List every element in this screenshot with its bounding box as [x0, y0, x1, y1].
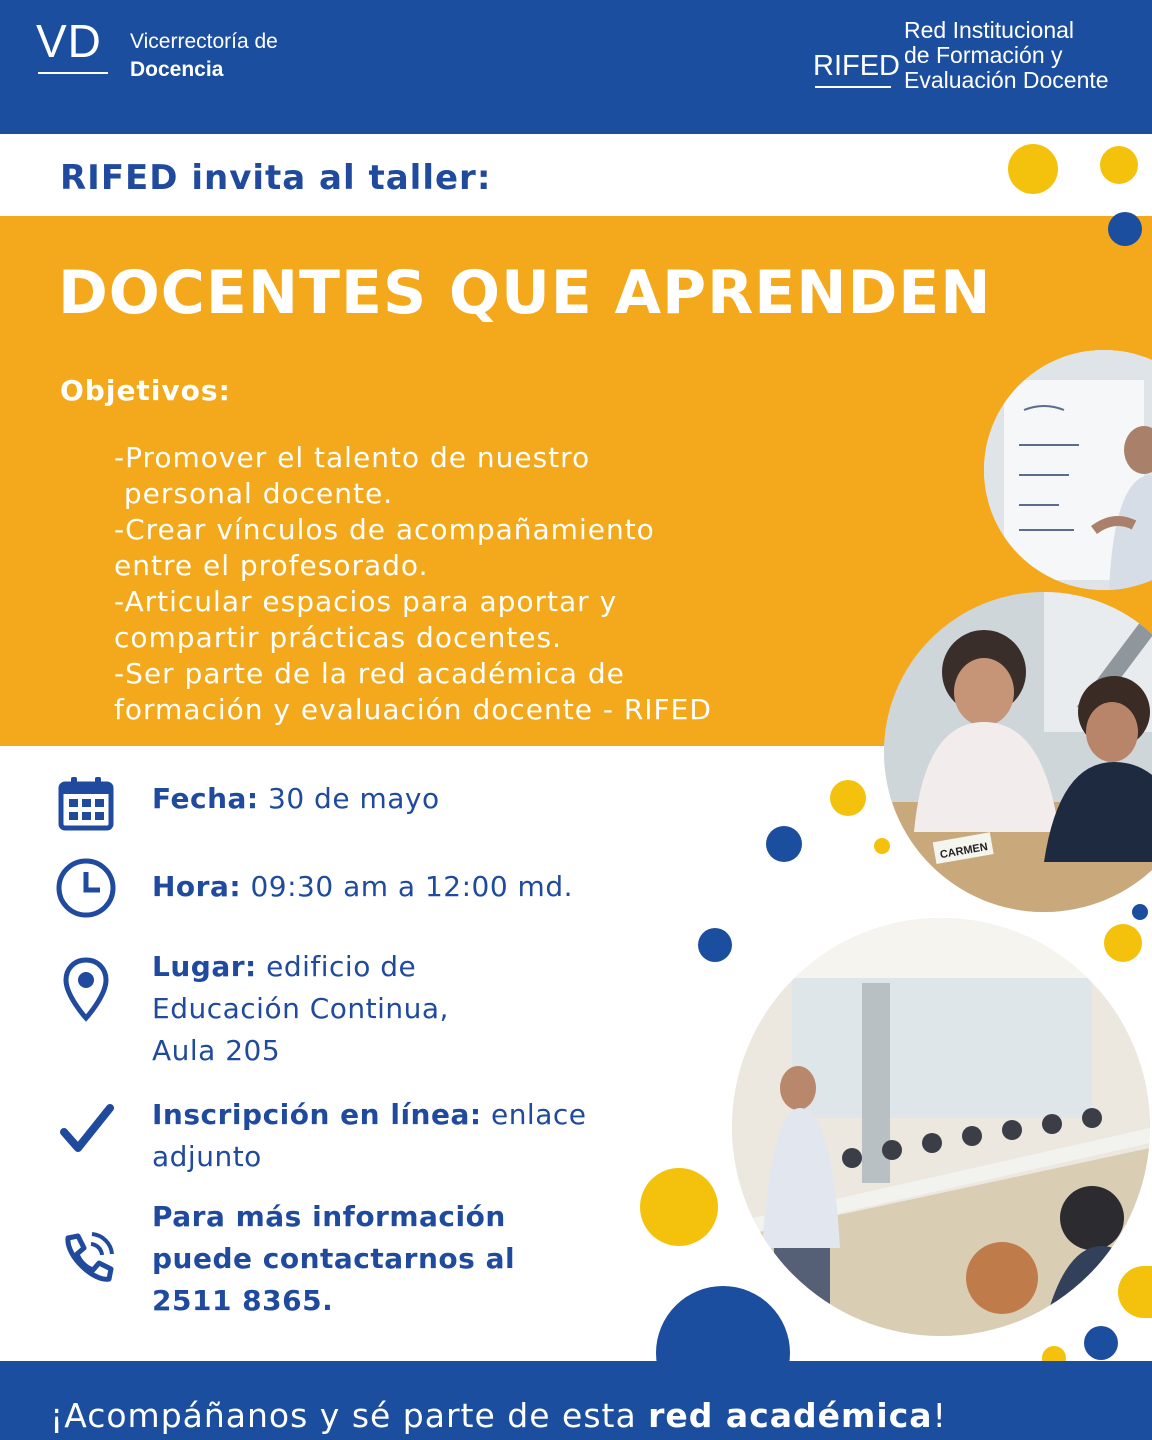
- clock-icon: [54, 856, 118, 920]
- footer-slogan: [50, 1396, 947, 1435]
- rifed-logo-mark: RIFED: [813, 50, 900, 82]
- registration-row: [152, 1094, 587, 1178]
- place-label: Lugar:: [152, 950, 257, 983]
- contact-phone: 2511 8365.: [152, 1284, 334, 1317]
- contact-block: [152, 1196, 515, 1322]
- registration-value-line2: adjunto: [152, 1140, 262, 1173]
- objective-line: entre el profesorado.: [114, 549, 429, 582]
- decor-dot: [640, 1168, 718, 1246]
- vd-logo-line1: Vicerrectoría de: [130, 30, 278, 53]
- decor-dot: [1132, 904, 1148, 920]
- vd-logo-underline: [38, 72, 108, 74]
- decor-dot: [1108, 212, 1142, 246]
- decor-dot: [1104, 924, 1142, 962]
- decor-dot: [1100, 146, 1138, 184]
- registration-value-line1: enlace: [481, 1098, 587, 1131]
- decor-dot: [1084, 1326, 1118, 1360]
- vd-logo-line2: Docencia: [130, 58, 224, 81]
- place-value-line2: Educación Continua,: [152, 992, 449, 1025]
- date-row: [152, 778, 440, 820]
- objectives-list: [114, 440, 712, 728]
- decor-dot: [830, 780, 866, 816]
- time-label: Hora:: [152, 870, 242, 903]
- decor-dot: [874, 838, 890, 854]
- contact-line2: puede contactarnos al: [152, 1242, 516, 1275]
- footer-text-bold: red académica: [648, 1396, 933, 1435]
- decor-dot: [698, 928, 732, 962]
- photo-workshop-room: [732, 918, 1150, 1336]
- objective-line: -Promover el talento de nuestro: [114, 441, 591, 474]
- rifed-name-line1: Red Institucional: [904, 17, 1075, 43]
- invite-heading: RIFED invita al taller:: [60, 158, 492, 198]
- workshop-title: DOCENTES QUE APRENDEN: [58, 258, 992, 328]
- date-label: Fecha:: [152, 782, 259, 815]
- rifed-name-line2: de Formación y: [904, 42, 1063, 68]
- decor-dot: [1008, 144, 1058, 194]
- calendar-icon: [58, 774, 114, 832]
- rifed-logo-name: [904, 18, 1109, 93]
- place-row: [152, 946, 449, 1072]
- date-value: 30 de mayo: [258, 782, 440, 815]
- objective-line: -Ser parte de la red académica de: [114, 657, 625, 690]
- rifed-logo-underline: [815, 86, 891, 88]
- contact-line1: Para más información: [152, 1200, 506, 1233]
- objective-line: formación y evaluación docente - RIFED: [114, 693, 712, 726]
- objective-line: personal docente.: [114, 477, 394, 510]
- objective-line: -Crear vínculos de acompañamiento: [114, 513, 655, 546]
- objective-line: compartir prácticas docentes.: [114, 621, 563, 654]
- decor-dot: [766, 826, 802, 862]
- objective-line: -Articular espacios para aportar y: [114, 585, 618, 618]
- registration-label: Inscripción en línea:: [152, 1098, 482, 1131]
- location-pin-icon: [62, 956, 110, 1024]
- phone-icon: [58, 1230, 116, 1288]
- checkmark-icon: [60, 1104, 114, 1154]
- footer-text-suffix: !: [932, 1396, 947, 1435]
- footer-text-prefix: ¡Acompáñanos y sé parte de esta: [50, 1396, 649, 1435]
- vd-logo-mark: VD: [36, 15, 102, 67]
- time-row: [152, 866, 573, 908]
- rifed-name-line3: Evaluación Docente: [904, 67, 1109, 93]
- decor-dot: [1118, 1266, 1152, 1318]
- objectives-heading: Objetivos:: [60, 374, 231, 407]
- time-value: 09:30 am a 12:00 md.: [241, 870, 574, 903]
- nametag-text: CARMEN: [939, 840, 989, 862]
- place-value-line3: Aula 205: [152, 1034, 281, 1067]
- place-value-line1: edificio de: [256, 950, 417, 983]
